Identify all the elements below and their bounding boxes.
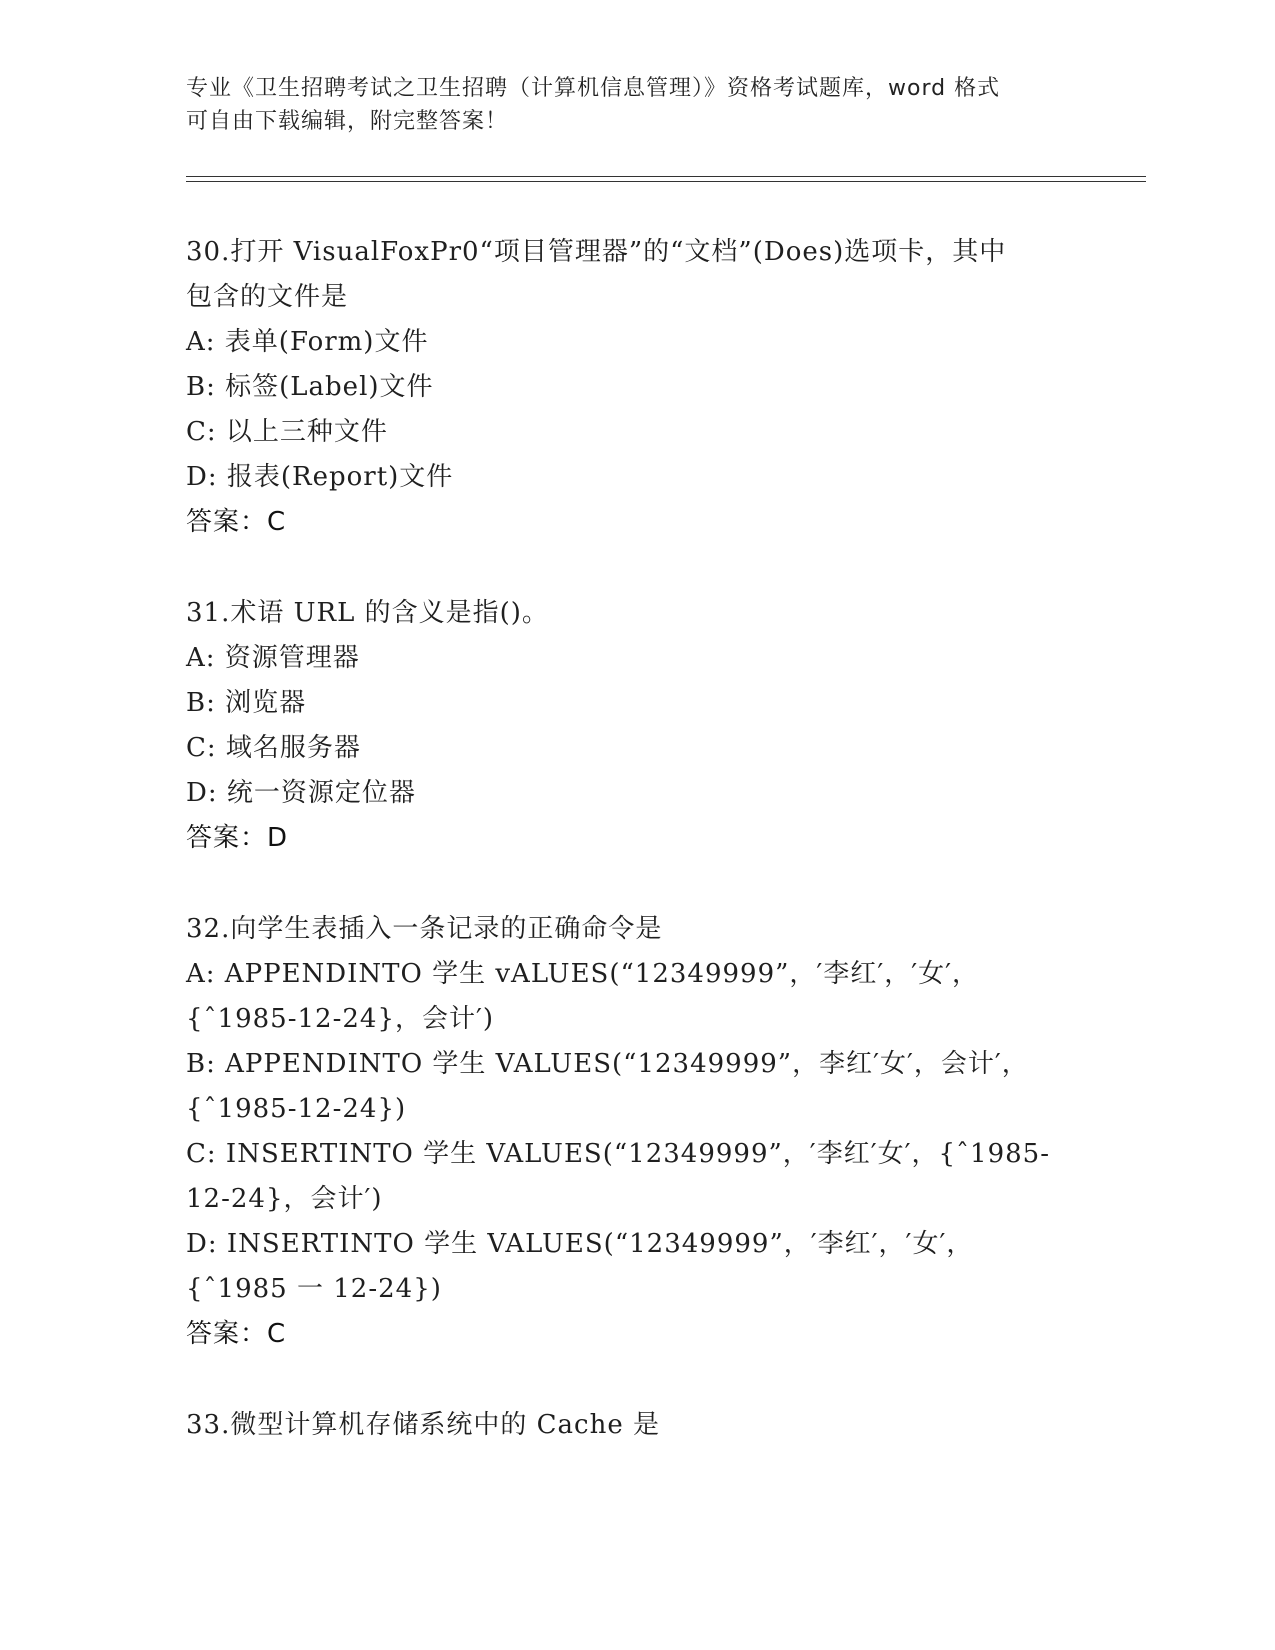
question-32-option-c-line-1: C: INSERTINTO 学生 VALUES(“12349999”，′李红′女′，{ˆ1985- [186,1139,1051,1169]
question-32-answer: 答案：C [186,1319,287,1349]
question-31-stem: 31.术语 URL 的含义是指()。 [186,598,549,628]
question-30-option-b: B: 标签(Label)文件 [186,372,434,402]
question-30-option-d: D: 报表(Report)文件 [186,462,454,492]
question-31-option-d: D: 统一资源定位器 [186,778,416,808]
question-32-option-d-line-1: D: INSERTINTO 学生 VALUES(“12349999”，′李红′，′女′， [186,1229,974,1259]
question-32-option-a-line-2: {ˆ1985-12-24}，会计′) [186,1004,495,1034]
header-line-2: 可自由下载编辑，附完整答案！ [186,109,509,134]
question-30-stem-line-1: 30.打开 VisualFoxPr0“项目管理器”的“文档”(Does)选项卡，其中 [186,237,1007,267]
question-32-stem: 32.向学生表插入一条记录的正确命令是 [186,914,663,944]
question-32-option-d-line-2: {ˆ1985 一 12-24}) [186,1274,442,1304]
question-32-option-c-line-2: 12-24}，会计′) [186,1184,383,1214]
header-line-1: 专业《卫生招聘考试之卫生招聘（计算机信息管理）》资格考试题库，word 格式 [186,76,1001,101]
header-divider-bottom [186,181,1146,182]
question-31-option-a: A: 资源管理器 [186,643,360,673]
question-30-answer: 答案：C [186,507,287,537]
question-30-option-a: A: 表单(Form)文件 [186,327,429,357]
header-divider-top [186,176,1146,177]
question-30-option-c: C: 以上三种文件 [186,417,388,447]
question-31-answer: 答案：D [186,823,289,853]
question-32-option-b-line-2: {ˆ1985-12-24}) [186,1094,407,1124]
question-32-option-b-line-1: B: APPENDINTO 学生 VALUES(“12349999”，李红′女′，会计′， [186,1049,1029,1079]
document-header [186,72,1086,138]
question-32-option-a-line-1: A: APPENDINTO 学生 vALUES(“12349999”，′李红′，′女′， [186,959,980,989]
question-31-option-c: C: 域名服务器 [186,733,361,763]
question-30-stem-line-2: 包含的文件是 [186,282,349,312]
question-33-stem: 33.微型计算机存储系统中的 Cache 是 [186,1410,660,1440]
question-31-option-b: B: 浏览器 [186,688,307,718]
